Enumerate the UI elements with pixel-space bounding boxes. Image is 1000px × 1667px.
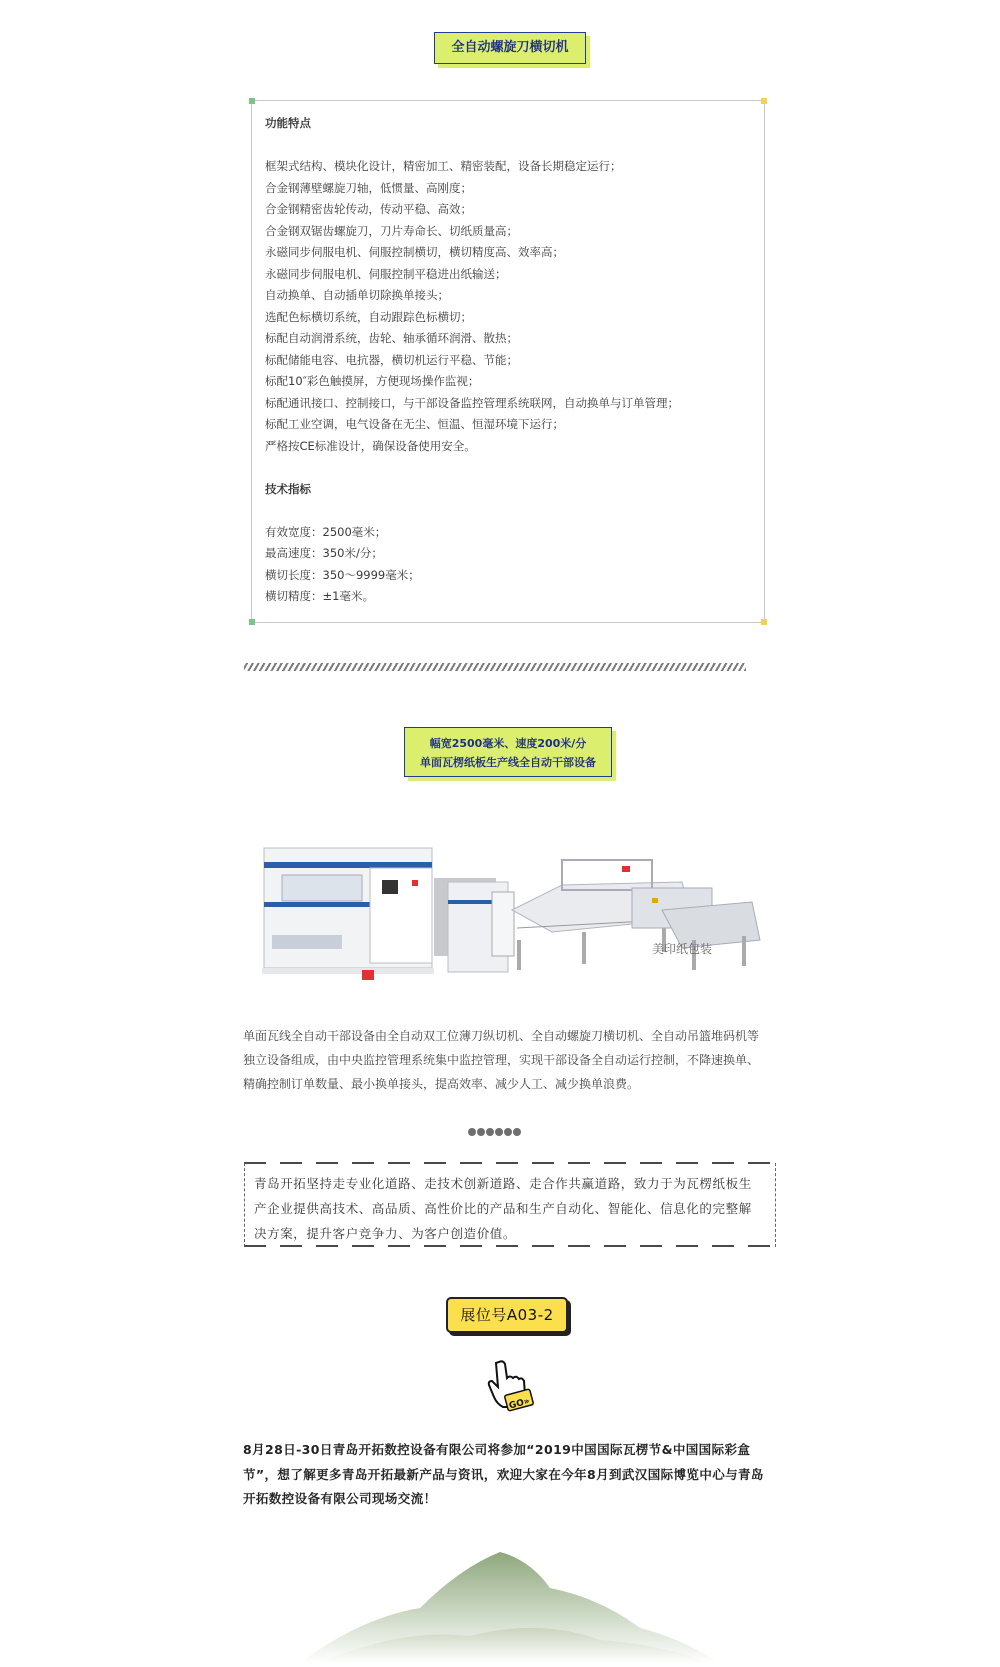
- event-announcement: [243, 1438, 773, 1512]
- section-title-tag: [404, 727, 612, 777]
- spec-item: 最高速度：350米/分；: [265, 546, 383, 560]
- corner-decoration: [249, 98, 255, 104]
- feature-item: 合金钢双锯齿螺旋刀，刀片寿命长、切纸质量高；: [265, 223, 518, 238]
- watermark-text: 美印纸包装: [651, 942, 712, 956]
- spec-item: 横切精度：±1毫米。: [265, 589, 374, 603]
- statement-line: 决方案，提升客户竞争力、为客户创造价值。: [254, 1226, 517, 1241]
- dots-divider: [468, 1121, 524, 1134]
- features-box: [251, 100, 765, 623]
- feature-item: 永磁同步伺服电机、伺服控制横切，横切精度高、效率高；: [265, 245, 564, 259]
- announcement-line: 8月28日-30日青岛开拓数控设备有限公司将参加“2019中国国际瓦楞节&中国国际彩盒: [243, 1442, 751, 1457]
- dashed-border: [244, 1245, 776, 1247]
- announcement-line: 节”，想了解更多青岛开拓最新产品与资讯，欢迎大家在今年8月到武汉国际博览中心与青岛: [243, 1466, 764, 1482]
- announcement-line: 开拓数控设备有限公司现场交流！: [243, 1491, 437, 1506]
- feature-item: 选配色标横切系统，自动跟踪色标横切；: [265, 309, 472, 324]
- go-label: GO»: [508, 1396, 531, 1412]
- booth-number-badge: [446, 1297, 568, 1333]
- description-block: [243, 1024, 773, 1096]
- mountain-decoration: [300, 1548, 720, 1663]
- booth-label: 展位号A03-2: [460, 1306, 554, 1324]
- feature-item: 标配储能电容、电抗器，横切机运行平稳、节能；: [265, 352, 518, 367]
- description-line: 单面瓦线全自动干部设备由全自动双工位薄刀纵切机、全自动螺旋刀横切机、全自动吊篮堆码机等: [243, 1029, 760, 1043]
- section-title-tag: [434, 32, 586, 64]
- feature-item: 合金钢薄壁螺旋刀轴，低惯量、高刚度；: [265, 180, 472, 195]
- feature-item: 标配工业空调，电气设备在无尘、恒温、恒湿环境下运行；: [265, 417, 564, 431]
- description-line: 独立设备组成，由中央监控管理系统集中监控管理，实现干部设备全自动运行控制，不降速换单、: [243, 1053, 760, 1067]
- feature-item: 标配10″彩色触摸屏，方便现场操作监视；: [265, 374, 480, 388]
- go-hand-icon: [485, 1358, 535, 1414]
- statement-line: 青岛开拓坚持走专业化道路、走技术创新道路、走合作共赢道路，致力于为瓦楞纸板生: [254, 1176, 752, 1191]
- feature-item: 合金钢精密齿轮传动，传动平稳、高效；: [265, 202, 472, 216]
- section-title-line: 幅宽2500毫米、速度200米/分: [429, 737, 587, 750]
- stripe-divider: [244, 663, 746, 671]
- company-statement-box: [244, 1163, 776, 1247]
- feature-item: 自动换单、自动插单切除换单接头；: [265, 288, 449, 302]
- feature-item: 标配通讯接口、控制接口，与干部设备监控管理系统联网，自动换单与订单管理；: [265, 395, 679, 410]
- statement-line: 产企业提供高技术、高品质、高性价比的产品和生产自动化、智能化、信息化的完整解: [254, 1201, 752, 1216]
- spec-item: 有效宽度：2500毫米；: [265, 524, 387, 539]
- machine-image: [262, 840, 762, 985]
- corner-decoration: [249, 619, 255, 625]
- corner-decoration: [761, 98, 767, 104]
- section-title-line: 单面瓦楞纸板生产线全自动干部设备: [420, 756, 596, 769]
- features-heading: 功能特点: [265, 116, 311, 130]
- corner-decoration: [761, 619, 767, 625]
- description-line: 精确控制订单数量、最小换单接头，提高效率、减少人工、减少换单浪费。: [243, 1077, 640, 1091]
- feature-item: 永磁同步伺服电机、伺服控制平稳进出纸输送；: [265, 266, 507, 281]
- feature-item: 严格按CE标准设计，确保设备使用安全。: [265, 438, 476, 453]
- feature-item: 标配自动润滑系统，齿轮、轴承循环润滑、散热；: [265, 331, 518, 345]
- feature-item: 框架式结构、模块化设计，精密加工、精密装配，设备长期稳定运行；: [265, 159, 622, 173]
- section-title-text: 全自动螺旋刀横切机: [451, 40, 569, 55]
- spec-item: 横切长度：350～9999毫米；: [265, 567, 420, 582]
- specs-heading: 技术指标: [265, 481, 311, 496]
